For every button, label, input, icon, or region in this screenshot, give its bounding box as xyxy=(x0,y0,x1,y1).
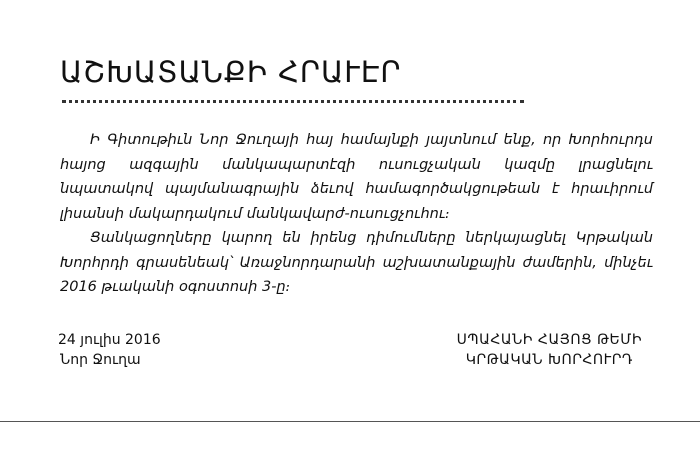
announcement-paragraph: Ցանկացողները կարող են իրենց դիմումները ներկայացնել Կրթական Խորհրդի գրասենեակ՝ Առաջնորդարանի աշխատանքային ժամերին, մինչեւ 2016 թւականի օգոստոսի 3-ը։ xyxy=(60,230,653,295)
organization-line: ԿՐԹԱԿԱՆ ԽՈՐՀՈՒՐԴ xyxy=(465,352,633,368)
date: 24 յուլիս 2016 xyxy=(58,332,161,348)
signature-block xyxy=(457,330,642,370)
page-title: ԱՇԽԱՏԱՆՔԻ ՀՐԱՒԷՐ xyxy=(60,55,402,89)
dotted-divider xyxy=(62,100,524,103)
bottom-rule xyxy=(0,421,700,422)
announcement-paragraph: Ի Գիտութիւն Նոր Ջուղայի հայ համայնքի յայտնում ենք, որ Խորհուրդս հայոց ազգային մանկապարտէզի ուսուցչական կազմը լրացնելու նպատակով պայմանագրային ձեւով համագործակցութեան է հրաւիրում լիսանսի մակարդակում մանկավարժ-ուսուցչուհու։ xyxy=(60,132,653,222)
date-location-block xyxy=(58,330,161,370)
announcement-body xyxy=(60,128,653,300)
organization-line: ՍՊԱՀԱՆԻ ՀԱՅՈՑ ԹԵՄԻ xyxy=(456,332,642,348)
location: Նոր Ջուղա xyxy=(60,352,141,368)
